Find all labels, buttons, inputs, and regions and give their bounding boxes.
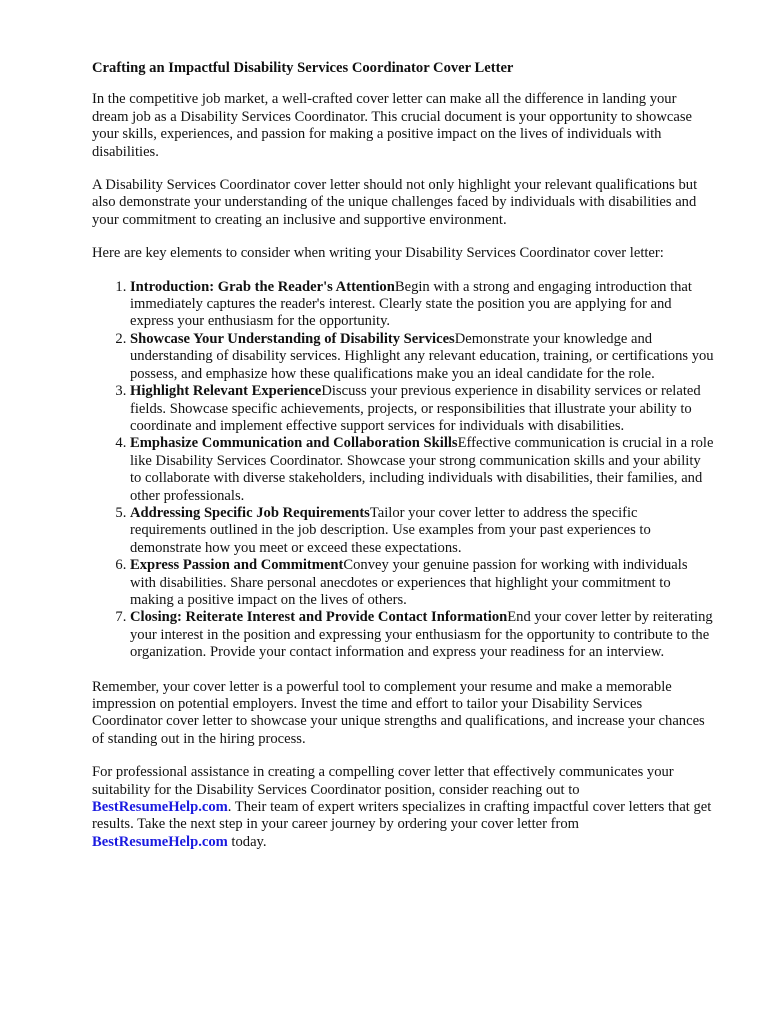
key-elements-list [92,279,714,662]
bestresumehelp-link-2[interactable]: BestResumeHelp.com [92,833,228,850]
list-item-heading: Addressing Specific Job Requirements [130,504,370,521]
list-item-text: Tailor your cover letter to address the specific requirements outlined in the job description. Use examples from your past experiences to demonstrate how you meet or exceed these expectations. [130,504,651,556]
list-item [130,505,714,557]
list-item-text: Convey your genuine passion for working with individuals with disabilities. Share personal anecdotes or experiences that highlight your commitment to making a positive impact on the lives of others. [130,557,688,608]
document-page [92,60,714,867]
purpose-paragraph: A Disability Services Coordinator cover letter should not only highlight your relevant qualifications but also demonstrate your understanding of the unique challenges faced by individuals with disabilities and your commitment to creating an inclusive and supportive environment. [92,177,698,228]
cta-paragraph [92,764,714,851]
cta-text-3: today. [227,833,267,850]
bestresumehelp-link[interactable]: BestResumeHelp.com [92,799,228,816]
list-item [130,557,714,609]
list-intro-paragraph: Here are key elements to consider when writing your Disability Services Coordinator cover letter: [92,245,664,262]
list-item-heading: Closing: Reiterate Interest and Provide Contact Information [130,609,508,626]
list-item-text: End your cover letter by reiterating your interest in the position and expressing your enthusiasm for the opportunity to contribute to the organization. Provide your contact information and express your readiness for an interview. [130,609,713,661]
list-item-heading: Highlight Relevant Experience [130,383,322,400]
closing-paragraph: Remember, your cover letter is a powerful tool to complement your resume and make a memorable impression on potential employers. Invest the time and effort to tailor your Disability Services Coordinator cover letter to showcase your unique strengths and qualifications, and increase your chances of standing out in the hiring process. [92,678,705,747]
list-item [130,383,714,435]
list-item [130,435,714,505]
list-item-text: Effective communication is crucial in a role like Disability Services Coordinator. Showcase your strong communication skills and your ability to collaborate with diverse stakeholders, including individuals with disabilities, their families, and other professionals. [130,435,714,504]
document-title: Crafting an Impactful Disability Services Coordinator Cover Letter [92,60,514,76]
list-item [130,279,714,331]
list-item [130,609,714,661]
list-item-text: Discuss your previous experience in disability services or related fields. Showcase specific achievements, projects, or responsibilities that illustrate your ability to coordinate and implement effective support services for individuals with disabilities. [130,383,701,434]
list-item [130,331,714,383]
list-item-heading: Introduction: Grab the Reader's Attention [130,278,395,295]
cta-text-2: . Their team of expert writers specializes in crafting impactful cover letters that get results. Take the next step in your career journey by ordering your cover letter from [92,799,712,833]
list-item-heading: Express Passion and Commitment [130,557,344,574]
intro-paragraph: In the competitive job market, a well-crafted cover letter can make all the difference in landing your dream job as a Disability Services Coordinator. This crucial document is your opportunity to showcase your skills, experiences, and passion for making a positive impact on the lives of individuals with disabilities. [92,91,692,160]
list-item-heading: Emphasize Communication and Collaboration Skills [130,435,458,452]
list-item-heading: Showcase Your Understanding of Disability Services [130,330,455,347]
list-item-text: Demonstrate your knowledge and understanding of disability services. Highlight any relevant education, training, or certifications you possess, and emphasize how these qualifications make you an ideal candidate for the role. [130,330,714,382]
list-item-text: Begin with a strong and engaging introduction that immediately captures the reader's interest. Clearly state the position you are applying for and express your enthusiasm for the opportunity. [130,278,692,330]
cta-text-1: For professional assistance in creating a compelling cover letter that effectively communicates your suitability for the Disability Services Coordinator position, consider reaching out to [92,764,674,798]
